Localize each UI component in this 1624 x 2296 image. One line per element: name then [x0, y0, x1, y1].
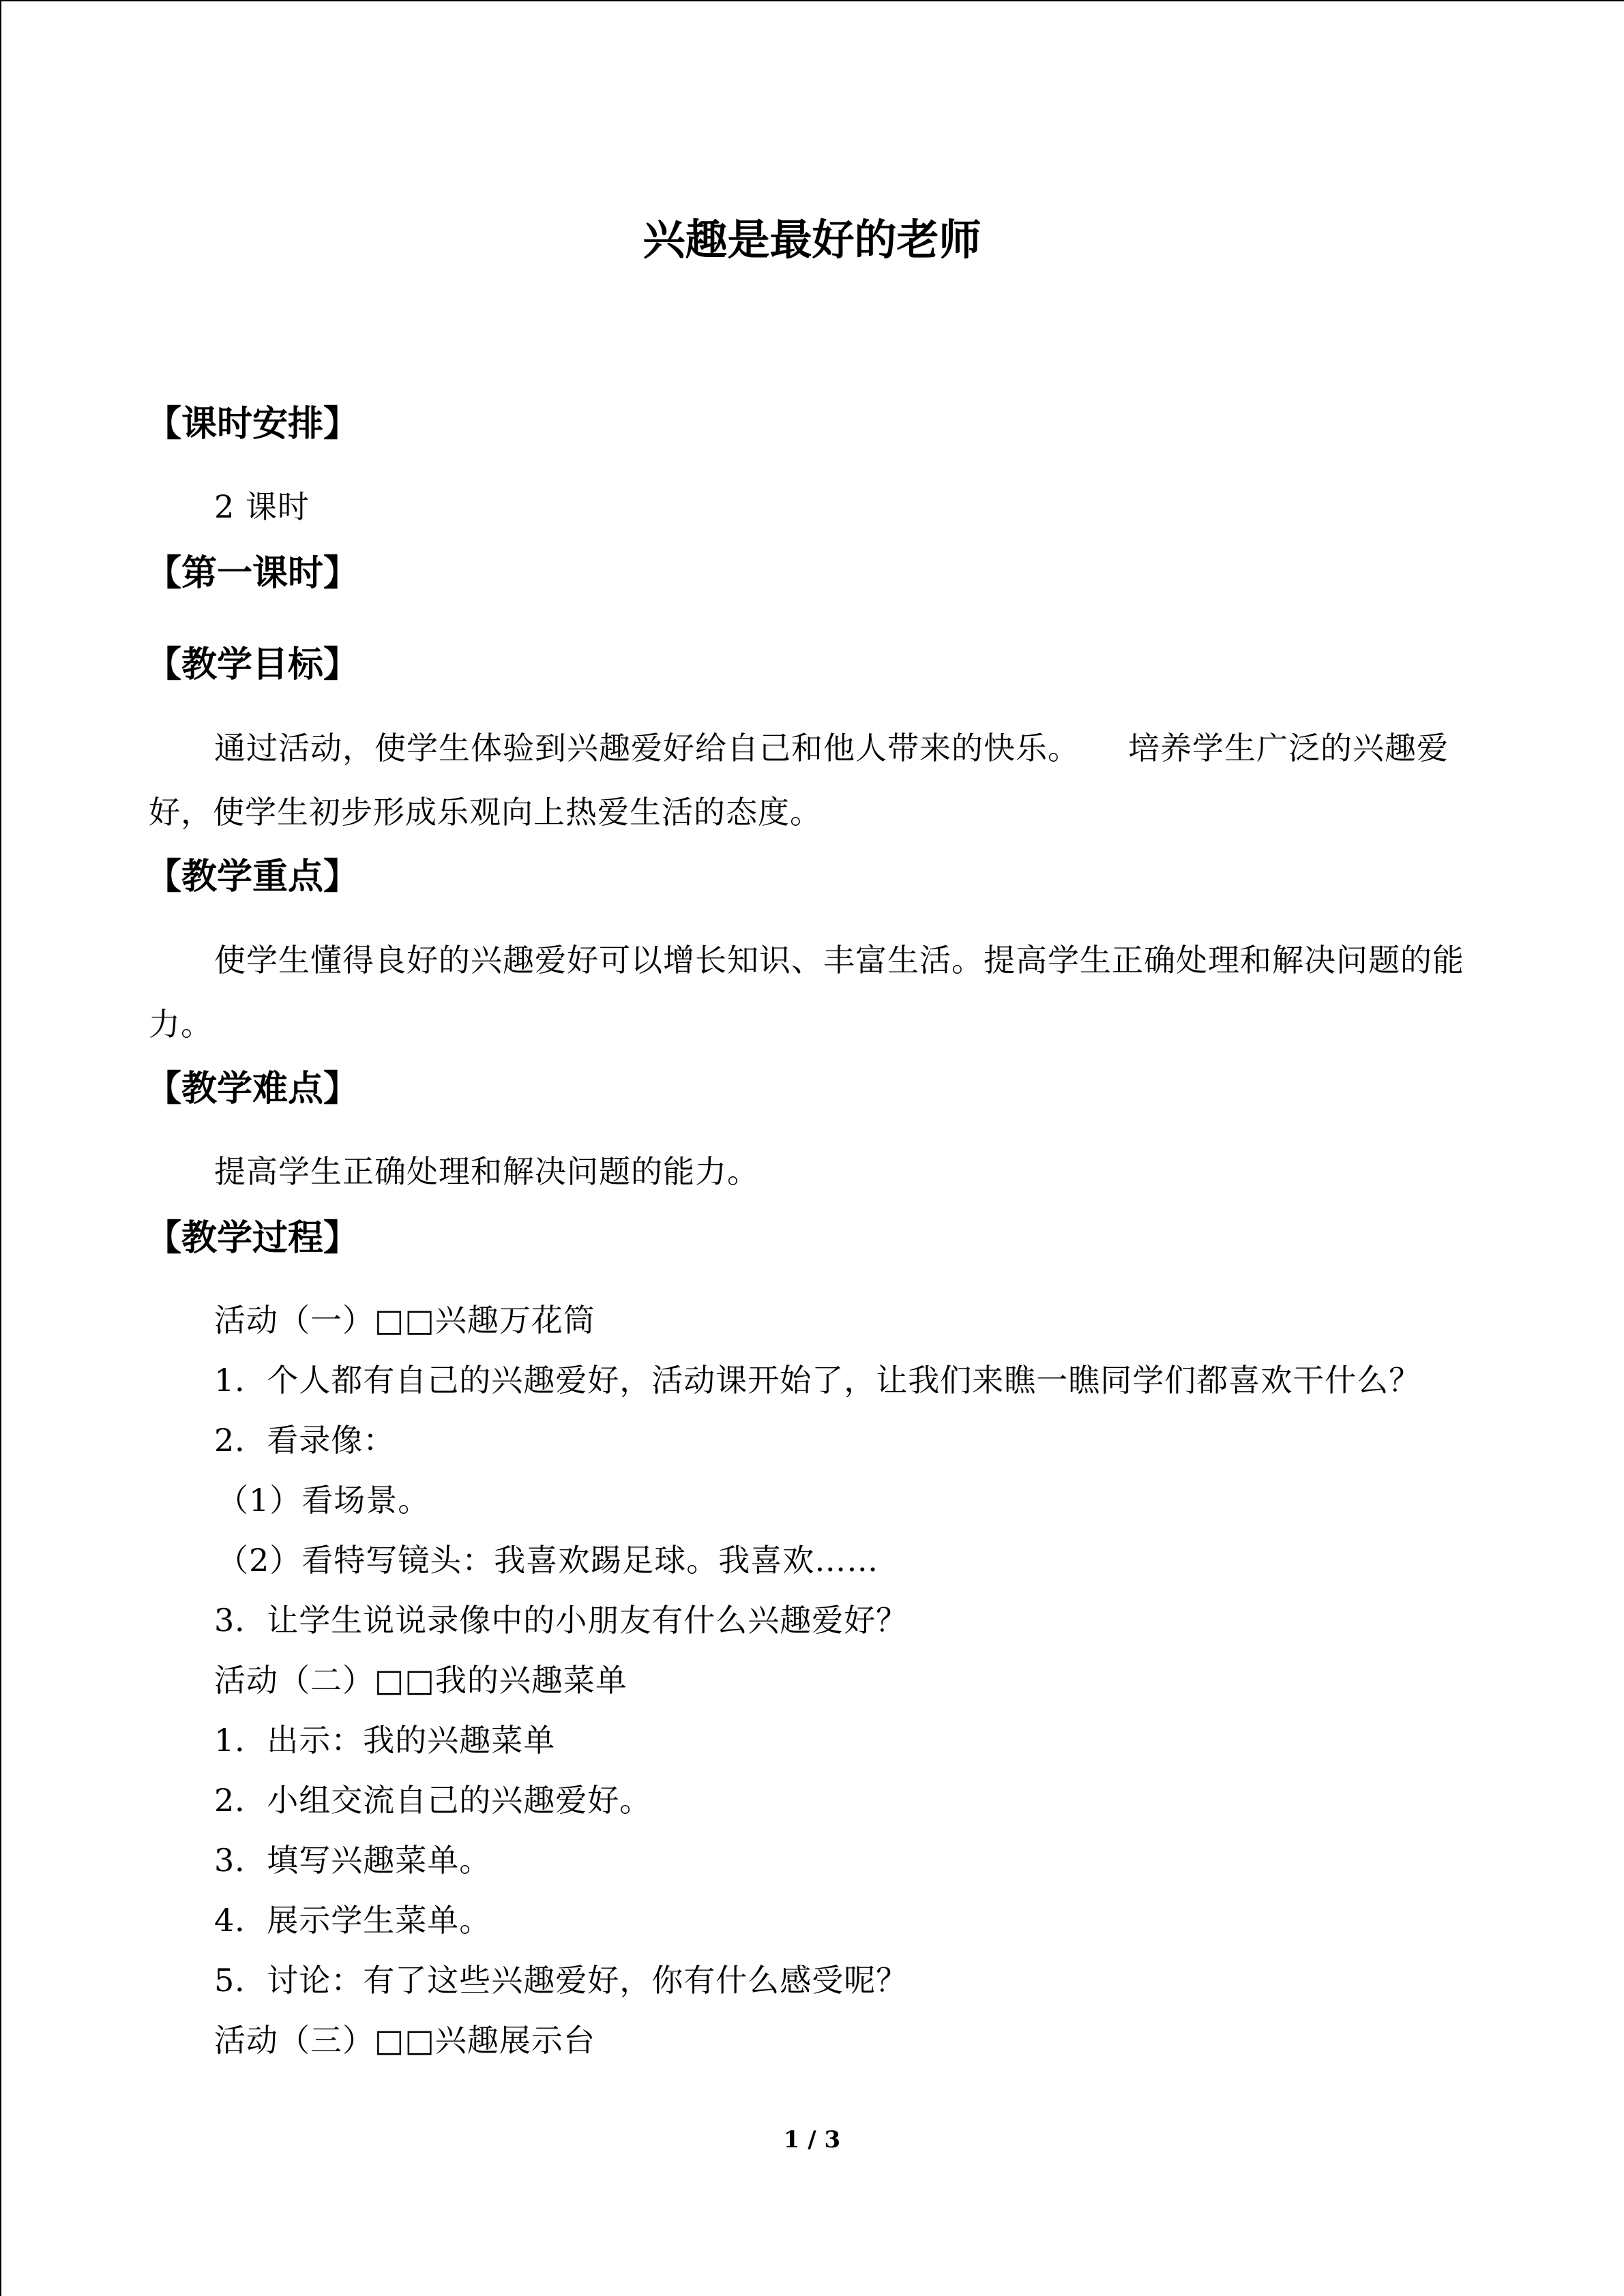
heading-difficulties: 【教学难点】 [146, 1069, 359, 1109]
key-points-text: 使学生懂得良好的兴趣爱好可以增长知识、丰富生活。提高学生正确处理和解决问题的能力。 [149, 942, 1464, 1043]
process-line: 活动（二）□□我的兴趣菜单 [214, 1662, 628, 1699]
difficulties-text: 提高学生正确处理和解决问题的能力。 [214, 1153, 759, 1190]
process-line: 活动（一）□□兴趣万花筒 [214, 1302, 595, 1339]
heading-schedule: 【课时安排】 [146, 404, 359, 445]
heading-key-points: 【教学重点】 [146, 856, 359, 897]
process-line: 5．讨论：有了这些兴趣爱好，你有什么感受呢？ [214, 1962, 909, 1999]
process-line: 2．小组交流自己的兴趣爱好。 [214, 1782, 652, 1819]
heading-goals: 【教学目标】 [146, 644, 359, 685]
process-line: （1）看场景。 [217, 1482, 430, 1519]
process-line: 4．展示学生菜单。 [214, 1902, 492, 1939]
process-line: 2．看录像： [214, 1422, 396, 1459]
page-indicator: 1 / 3 [783, 2126, 841, 2153]
heading-process: 【教学过程】 [146, 1218, 359, 1259]
heading-first-lesson: 【第一课时】 [146, 553, 359, 594]
document-title: 兴趣是最好的老师 [643, 215, 981, 265]
process-line: 1．出示：我的兴趣菜单 [214, 1722, 556, 1759]
schedule-text: 2 课时 [214, 488, 310, 525]
process-line: 活动（三）□□兴趣展示台 [214, 2022, 595, 2059]
process-line: 3．填写兴趣菜单。 [214, 1842, 492, 1879]
process-line: （2）看特写镜头：我喜欢踢足球。我喜欢…… [217, 1542, 879, 1579]
process-line: 1．个人都有自己的兴趣爱好，活动课开始了，让我们来瞧一瞧同学们都喜欢干什么？ [214, 1362, 1421, 1399]
process-line: 3．让学生说说录像中的小朋友有什么兴趣爱好？ [214, 1602, 909, 1639]
goals-text: 通过活动，使学生体验到兴趣爱好给自己和他人带来的快乐。 培养学生广泛的兴趣爱好，使学生初步形成乐观向上热爱生活的态度。 [149, 730, 1449, 831]
